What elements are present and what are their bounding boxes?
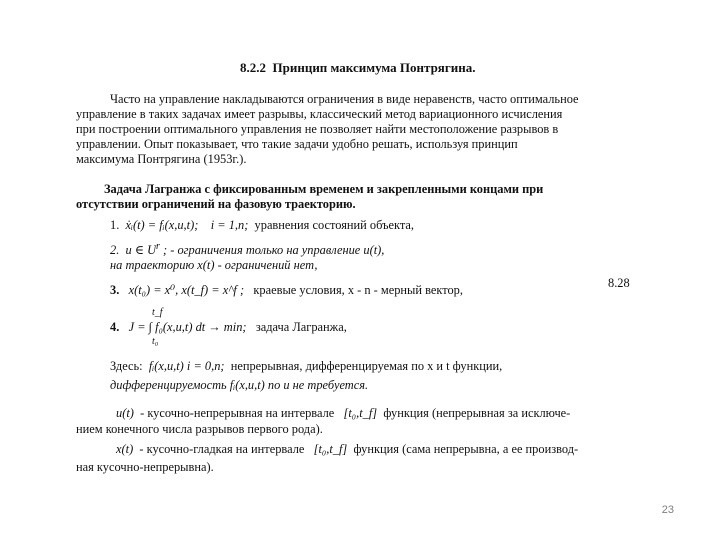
x-text-2: функция (сама непрерывна, а ее производ- — [353, 442, 579, 456]
item-3 — [110, 283, 463, 297]
state-equation: ẋᵢ(t) = fᵢ(x,u,t); — [125, 218, 199, 232]
subheading-line-2: отсутствии ограничений на фазовую траекторию. — [76, 197, 356, 211]
control-constraint: u ∈ U — [125, 243, 157, 258]
subheading-line-1: Задача Лагранжа с фиксированным временем и закрепленными концами при — [104, 182, 544, 196]
here-text: непрерывная, дифференцируемая по x и t функции, — [230, 359, 503, 373]
integral-lower-limit: t₀ — [152, 336, 159, 347]
x-symbol: x(t) — [116, 442, 134, 456]
page-number: 23 — [661, 504, 674, 516]
item-2-line-2: на траекторию x(t) - ограничений нет, — [110, 258, 318, 272]
section-number: 8.2.2 — [240, 60, 266, 75]
intro-line-4: управлении. Опыт показывает, что такие задачи удобно решать, используя принцип — [76, 137, 518, 151]
x-interval: [t₀,t_f] — [313, 442, 348, 456]
x-text-1: - кусочно-гладкая на интервале — [139, 442, 305, 456]
item-3-text: краевые условия, x - n - мерный вектор, — [253, 283, 463, 297]
index-range: i = 1,n; — [210, 218, 249, 232]
item-4-text: задача Лагранжа, — [255, 320, 347, 334]
u-text-2: функция (непрерывная за исключе- — [383, 406, 571, 420]
item-3-number: 3. — [110, 283, 120, 297]
integral-upper-limit: t_f — [152, 307, 163, 318]
u-interval: [t₀,t_f] — [343, 406, 378, 420]
x-description-line-2: ная кусочно-непрерывна). — [76, 460, 214, 474]
functions-f: fᵢ(x,u,t) i = 0,n; — [148, 359, 225, 373]
item-2-text: ; - ограничения только на управление u(t), — [163, 243, 385, 258]
item-1 — [110, 218, 414, 232]
here-label: Здесь: — [110, 359, 143, 373]
item-1-text: уравнения состояний объекта, — [254, 218, 414, 232]
section-heading — [240, 61, 475, 75]
x-description — [116, 442, 578, 456]
section-title: Принцип максимума Понтрягина. — [272, 60, 476, 75]
item-2 — [110, 240, 384, 257]
intro-line-5: максимума Понтрягина (1953г.). — [76, 152, 247, 166]
item-4 — [110, 320, 347, 334]
here-line-2: дифференцируемость fᵢ(x,u,t) по u не требуется. — [110, 378, 369, 392]
intro-line-2: управление в таких задачах имеет разрывы, классический метод вариационного исчисления — [76, 107, 563, 121]
item-1-number: 1. — [110, 218, 120, 232]
u-description-line-2: нием конечного числа разрывов первого рода). — [76, 422, 323, 436]
scanned-page — [64, 48, 656, 486]
control-constraint-sup: r — [156, 241, 160, 252]
u-text-1: - кусочно-непрерывная на интервале — [140, 406, 335, 420]
intro-line-3: при построении оптимального управления не позволяет найти местоположение разрывов в — [76, 122, 559, 136]
intro-line-1: Часто на управление накладываются ограничения в виде неравенств, часто оптимальное — [110, 92, 579, 106]
equation-number: 8.28 — [608, 276, 630, 290]
u-symbol: u(t) — [116, 406, 134, 420]
functional: J = ∫ f₀(x,u,t) dt → min; — [128, 320, 247, 334]
item-4-number: 4. — [110, 320, 120, 334]
item-2-number: 2. — [110, 243, 120, 258]
u-description — [116, 406, 570, 420]
boundary-conditions: x(t₀) = x⁰, x(t_f) = x^f ; — [128, 283, 245, 297]
here-line-1 — [110, 359, 502, 373]
